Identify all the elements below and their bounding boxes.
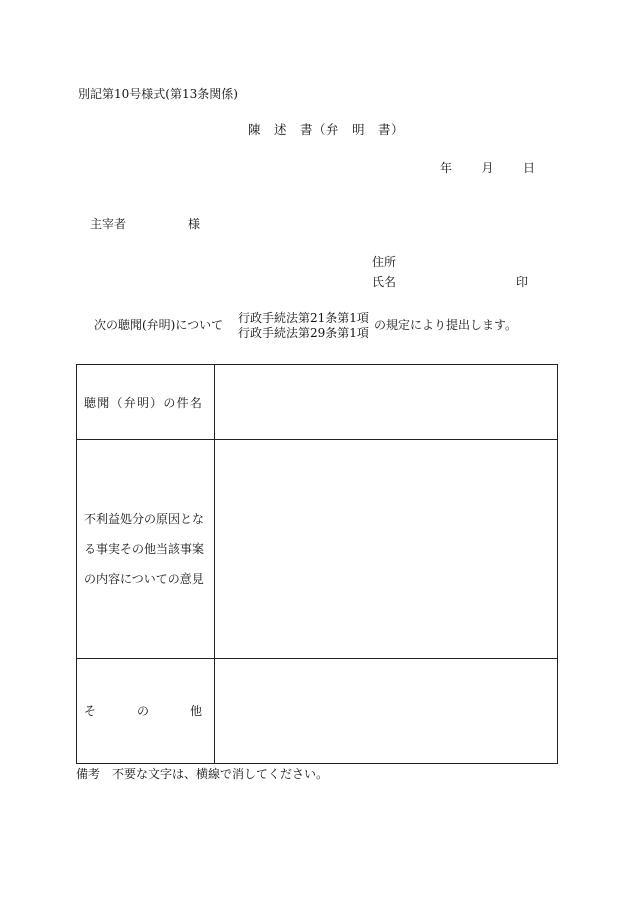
label-char: そ [84,704,97,719]
address-label: 住所 [372,255,397,269]
law-option-21: 行政手続法第21条第1項 [238,311,369,325]
form-number-label: 別記第10号様式(第13条関係) [78,87,238,101]
table-row-hearing-title [77,365,558,440]
name-label: 氏名 [372,275,397,289]
document-title: 陳 述 書（弁 明 書） [248,122,405,137]
label-char: 聴 [84,395,97,410]
opinion-label-line: の内容についての意見 [84,571,204,586]
statement-law-options [238,311,369,341]
date-year-label: 年 [440,161,453,175]
date-row [440,162,535,174]
opinion-field[interactable] [215,440,558,659]
label-char: 弁 [123,395,136,410]
other-field[interactable] [215,658,558,763]
label-char: （ [110,395,123,410]
statement-prefix: 次の聴聞(弁明)について [94,318,224,332]
addressee-label: 主宰者 [90,217,127,231]
label-char: 聞 [97,395,110,410]
date-day-label: 日 [522,161,535,175]
addressee-row [90,218,200,230]
hearing-title-label [77,365,215,440]
table-row-other [77,658,558,763]
seal-label: 印 [515,275,528,289]
addressee-honorific: 様 [187,217,200,231]
opinion-label-line: 不利益処分の原因とな [84,511,205,526]
label-char: 他 [189,704,202,719]
hearing-title-field[interactable] [215,365,558,440]
opinion-label [77,440,215,659]
label-char: ） [150,395,163,410]
statement-form-table [76,364,558,764]
statement-suffix: の規定により提出します。 [374,318,518,332]
remarks-note: 備考 不要な文字は、横線で消してください。 [76,767,329,781]
label-char: 名 [189,395,202,410]
date-month-label: 月 [481,161,494,175]
label-char: の [136,704,149,719]
other-label [77,658,215,763]
label-char: の [163,395,176,410]
label-char: 件 [176,395,189,410]
law-option-29: 行政手続法第29条第1項 [238,326,369,340]
label-char: 明 [136,395,149,410]
table-row-opinion [77,440,558,659]
name-row [372,276,528,288]
opinion-label-line: る事実その他当該事案 [84,541,205,556]
